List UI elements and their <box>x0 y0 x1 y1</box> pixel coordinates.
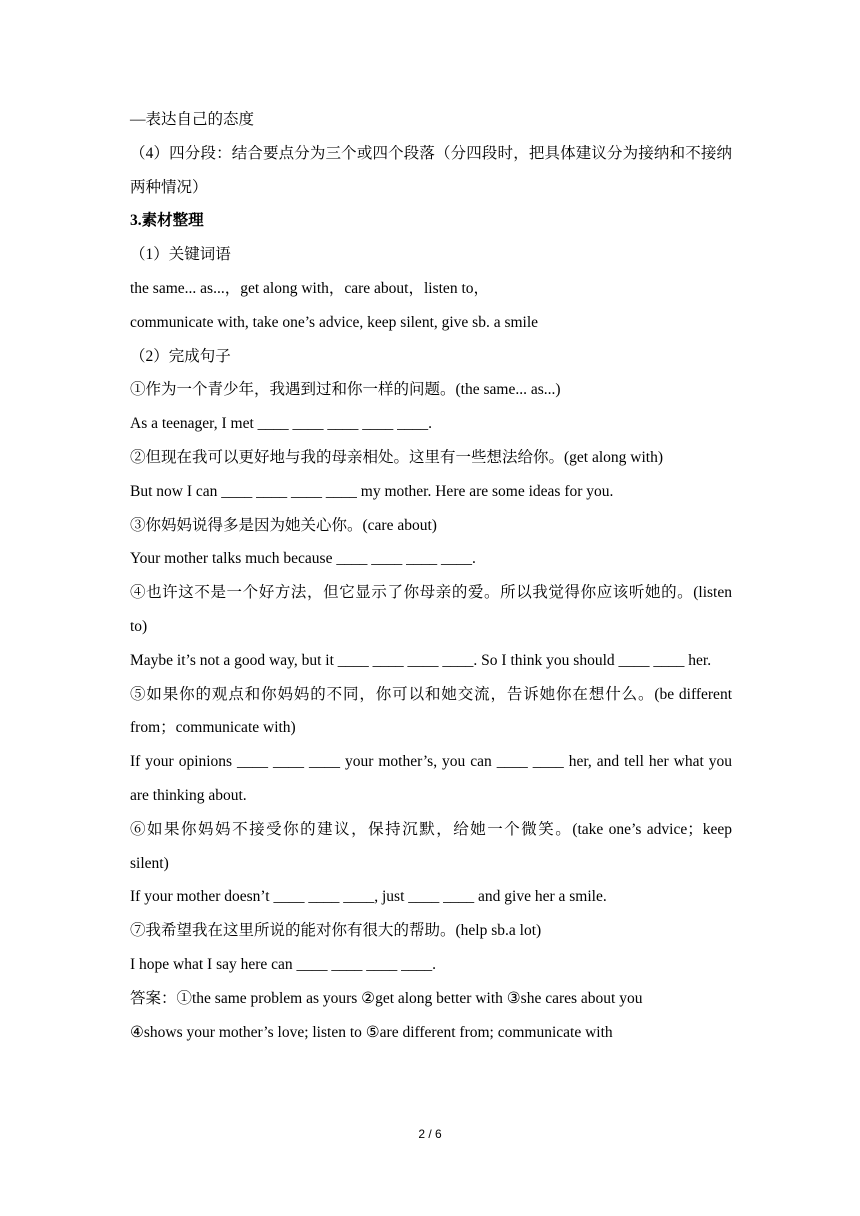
sentence-3-chinese: ③你妈妈说得多是因为她关心你。(care about) <box>130 516 437 534</box>
sentence-1-chinese: ①作为一个青少年，我遇到过和你一样的问题。(the same... as...) <box>130 381 561 399</box>
sentence-3-english: Your mother talks much because ____ ____ ____ ____. <box>130 550 476 568</box>
subheading-keywords: （1）关键词语 <box>130 246 231 264</box>
sentence-7-chinese: ⑦我希望我在这里所说的能对你有很大的帮助。(help sb.a lot) <box>130 922 542 940</box>
sentence-1-english: As a teenager, I met ____ ____ ____ ____ ____. <box>130 415 433 433</box>
page-number: 2 / 6 <box>418 1127 442 1141</box>
keywords-line-1: the same... as...，get along with，care about，listen to， <box>130 279 489 297</box>
document-body <box>130 103 732 1049</box>
sentence-2-english: But now I can ____ ____ ____ ____ my mother. Here are some ideas for you. <box>130 482 614 500</box>
paragraph-tip: （4）四分段：结合要点分为三个或四个段落（分四段时，把具体建议分为接纳和不接纳两种情况） <box>130 144 732 196</box>
sentence-4-chinese: ④也许这不是一个好方法，但它显示了你母亲的爱。所以我觉得你应该听她的。(listen to) <box>130 584 732 635</box>
sentence-4-english: Maybe it’s not a good way, but it ____ ____ ____ ____. So I think you should ____ ____ her. <box>130 651 712 669</box>
section-heading: 3.素材整理 <box>130 212 204 230</box>
sentence-6-english: If your mother doesn’t ____ ____ ____, just ____ ____ and give her a smile. <box>130 888 607 906</box>
keywords-line-2: communicate with, take one’s advice, keep silent, give sb. a smile <box>130 313 539 331</box>
sentence-2-chinese: ②但现在我可以更好地与我的母亲相处。这里有一些想法给你。(get along with) <box>130 448 664 466</box>
sentence-5-english: If your opinions ____ ____ ____ your mother’s, you can ____ ____ her, and tell her what you are thinking about. <box>130 753 732 804</box>
sentence-6-chinese: ⑥如果你妈妈不接受你的建议，保持沉默，给她一个微笑。(take one’s advice；keep silent) <box>130 820 732 872</box>
sentence-5-chinese: ⑤如果你的观点和你妈妈的不同，你可以和她交流，告诉她你在想什么。(be different from；communicate with) <box>130 685 732 737</box>
answer-line-1: 答案：①the same problem as yours ②get along better with ③she cares about you <box>130 989 643 1007</box>
subheading-sentences: （2）完成句子 <box>130 347 231 365</box>
sentence-7-english: I hope what I say here can ____ ____ ____ ____. <box>130 955 437 973</box>
attitude-point: —表达自己的态度 <box>130 111 255 128</box>
answer-line-2: ④shows your mother’s love; listen to ⑤are different from; communicate with <box>130 1023 613 1041</box>
